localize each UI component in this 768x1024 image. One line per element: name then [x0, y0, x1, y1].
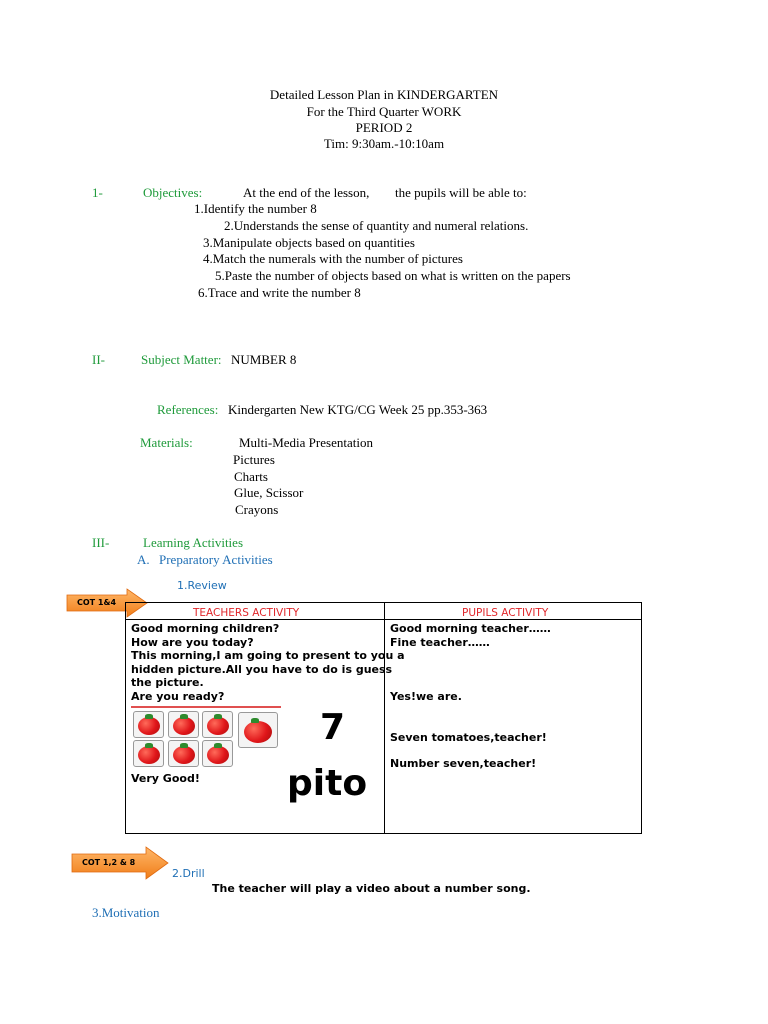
material-item: Pictures — [233, 452, 275, 467]
objectives-number: 1- — [92, 185, 103, 200]
col-header-pupils: PUPILS ACTIVITY — [462, 607, 549, 619]
teacher-very-good: Very Good! — [131, 772, 200, 785]
big-number: 7 — [320, 707, 346, 748]
tomato-icon — [173, 746, 195, 764]
tomato-image — [202, 740, 233, 767]
motivation-label: 3.Motivation — [92, 905, 160, 920]
tomato-icon — [138, 746, 160, 764]
teacher-line: Good morning children? — [131, 622, 280, 635]
pupil-line: Fine teacher…… — [390, 636, 490, 649]
tomato-image-large — [238, 712, 278, 748]
drill-text: The teacher will play a video about a number song. — [212, 882, 531, 895]
objective-item: 1.Identify the number 8 — [194, 201, 317, 216]
teacher-line: How are you today? — [131, 636, 254, 649]
tomato-image — [168, 711, 199, 738]
teacher-line: This morning,I am going to present to you a — [131, 649, 405, 662]
pupil-tomatoes: Seven tomatoes,teacher! — [390, 731, 547, 744]
col-header-teacher: TEACHERS ACTIVITY — [193, 607, 300, 619]
review-label: 1.Review — [177, 579, 227, 592]
material-item: Glue, Scissor — [234, 485, 304, 500]
teacher-line: the picture. — [131, 676, 204, 689]
objective-item: 6.Trace and write the number 8 — [198, 285, 361, 300]
tomato-image — [133, 740, 164, 767]
title-line-3: PERIOD 2 — [355, 120, 413, 135]
objective-item: 5.Paste the number of objects based on what is written on the papers — [215, 268, 571, 283]
title-line-2: For the Third Quarter WORK — [306, 104, 462, 119]
title-line-1: Detailed Lesson Plan in KINDERGARTEN — [269, 87, 499, 102]
sub-a-marker: A. — [137, 552, 150, 567]
references-value: Kindergarten New KTG/CG Week 25 pp.353-363 — [228, 402, 488, 417]
pupil-number: Number seven,teacher! — [390, 757, 537, 770]
subject-label: Subject Matter: — [141, 352, 222, 367]
teacher-line: hidden picture.All you have to do is guess — [131, 663, 393, 676]
objective-item: 4.Match the numerals with the number of pictures — [203, 251, 463, 266]
pupil-ready: Yes!we are. — [390, 690, 462, 703]
title-line-4: Tim: 9:30am.-10:10am — [323, 136, 445, 151]
tomato-icon — [138, 717, 160, 735]
picture-underline — [131, 706, 281, 708]
material-item: Multi-Media Presentation — [239, 435, 373, 450]
table-header-divider — [126, 619, 641, 620]
materials-label: Materials: — [140, 435, 193, 450]
tomato-icon — [173, 717, 195, 735]
learning-number: III- — [92, 535, 110, 550]
tomato-icon — [207, 717, 229, 735]
references-label: References: — [157, 402, 219, 417]
subject-number: II- — [92, 352, 105, 367]
objectives-intro-1: At the end of the lesson, — [243, 185, 370, 200]
learning-label: Learning Activities — [143, 535, 244, 550]
material-item: Charts — [234, 469, 268, 484]
cot-label-1: COT 1&4 — [77, 598, 117, 607]
tomato-image — [202, 711, 233, 738]
tomato-image — [133, 711, 164, 738]
sub-a-label: Preparatory Activities — [159, 552, 273, 567]
subject-value: NUMBER 8 — [231, 352, 297, 367]
objective-item: 3.Manipulate objects based on quantities — [203, 235, 415, 250]
tomato-icon — [207, 746, 229, 764]
objectives-intro-2: the pupils will be able to: — [395, 185, 527, 200]
big-word: pito — [287, 763, 368, 804]
table-divider — [384, 603, 385, 833]
material-item: Crayons — [235, 502, 279, 517]
cot-label-2: COT 1,2 & 8 — [82, 858, 136, 867]
teacher-line: Are you ready? — [131, 690, 225, 703]
drill-label: 2.Drill — [172, 867, 205, 880]
tomato-image — [168, 740, 199, 767]
pupil-line: Good morning teacher…… — [390, 622, 551, 635]
tomato-icon — [244, 721, 272, 743]
objectives-label: Objectives: — [143, 185, 203, 200]
objective-item: 2.Understands the sense of quantity and numeral relations. — [224, 218, 529, 233]
